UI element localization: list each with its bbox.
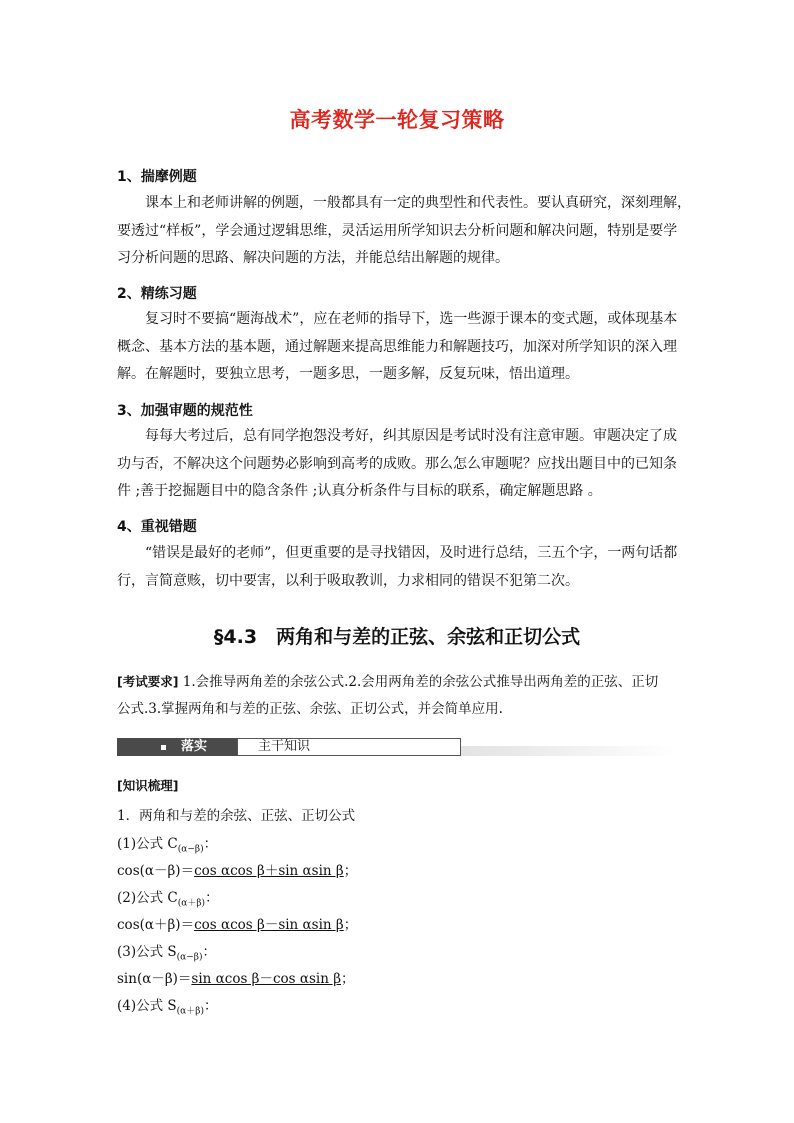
banner-right-block [237, 738, 461, 756]
requirements-text-2: 公式.3.掌握两角和与差的正弦、余弦、正切公式，并会简单应用. [117, 701, 503, 717]
formula-label-text: (1)公式 C [117, 836, 178, 852]
paragraph-line: 解。在解题时，要独立思考，一题多思，一题多解，反复玩味，悟出道理。 [117, 366, 579, 382]
formula-label-text: (4)公式 S [117, 998, 177, 1014]
square-bullet-icon [161, 745, 166, 750]
formula-end: ； [341, 971, 355, 987]
formula-1-label [117, 832, 217, 855]
paragraph-line: 每每大考过后，总有同学抱怨没考好，纠其原因是考试时没有注意审题。审题决定了成 [145, 428, 677, 444]
section-paragraph-3 [117, 423, 677, 506]
formula-1 [117, 859, 357, 879]
formula-4-label [117, 994, 217, 1017]
paragraph-line: 件 ;善于挖掘题目中的隐含条件 ;认真分析条件与目标的联系，确定解题思路 。 [117, 483, 602, 499]
paragraph-line: 概念、基本方法的基本题，通过解题来提高思维能力和解题技巧，加深对所学知识的深入理 [117, 338, 677, 355]
section-banner [117, 738, 677, 756]
section-title: §4.3 两角和与差的正弦、余弦和正切公式 [213, 626, 581, 648]
requirements-text-1: 1.会推导两角差的余弦公式.2.会用两角差的余弦公式推导出两角差的正弦、正切 [182, 674, 659, 690]
formula-subscript: (α−β) [176, 952, 203, 963]
formula-lhs: cos(α－β)＝ [117, 863, 195, 879]
banner-left-label: 落实 [181, 739, 208, 754]
paragraph-line: 要透过“样板”，学会通过逻辑思维，灵活运用所学知识去分析问题和解决问题，特别是要学 [117, 222, 678, 239]
formula-2-label [117, 886, 219, 909]
formula-subscript: (α−β) [177, 844, 204, 855]
formula-colon: ： [205, 890, 219, 906]
formula-end: ； [343, 917, 358, 933]
paragraph-line: “错误是最好的老师”，但更重要的是寻找错因，及时进行总结，三五个字，一两句话都 [145, 545, 678, 561]
formula-rhs: cos αcos β＋sin αsin β [194, 863, 344, 879]
formula-colon: ： [203, 998, 218, 1014]
banner-right-label: 主干知识 [258, 739, 311, 754]
formula-colon: ： [203, 836, 218, 852]
formula-rhs: sin αcos β－cos αsin β [191, 971, 342, 987]
paragraph-line: 行，言简意赅，切中要害，以利于吸取教训，力求相同的错误不犯第二次。 [117, 572, 579, 589]
section-heading-3: 3、加强审题的规范性 [117, 403, 253, 419]
formula-3-label [117, 940, 216, 963]
section-heading-2: 2、精练习题 [117, 286, 197, 302]
formula-3 [117, 967, 355, 987]
exam-requirements [117, 668, 677, 723]
requirements-tag: [考试要求] [117, 674, 179, 689]
formula-lhs: cos(α＋β)＝ [117, 917, 195, 933]
banner-left-block [117, 738, 237, 756]
paragraph-line: 课本上和老师讲解的例题，一般都具有一定的典型性和代表性。要认真研究，深刻理解， [145, 195, 691, 211]
formula-lhs: sin(α－β)＝ [117, 971, 192, 987]
formula-subscript: (α＋β) [177, 898, 206, 909]
requirements-line-1 [117, 668, 677, 696]
knowledge-item-1: 1．两角和与差的余弦、正弦、正切公式 [117, 808, 356, 824]
section-heading-1: 1、揣摩例题 [117, 169, 197, 185]
paragraph-line: 复习时不要搞“题海战术”，应在老师的指导下，选一些源于课本的变式题，或体现基本 [145, 311, 678, 327]
paragraph-line: 习分析问题的思路、解决问题的方法，并能总结出解题的规律。 [117, 250, 509, 266]
section-paragraph-2 [117, 306, 677, 389]
formula-colon: ： [202, 944, 217, 960]
formula-2 [117, 913, 357, 933]
formula-subscript: (α＋β) [176, 1006, 204, 1017]
section-paragraph-1 [117, 190, 691, 273]
paragraph-line: 功与否，不解决这个问题势必影响到高考的成败。那么怎么审题呢？应找出题目中的已知条 [117, 455, 677, 472]
document-title: 高考数学一轮复习策略 [289, 108, 505, 132]
section-heading-4: 4、重视错题 [117, 519, 197, 535]
formula-rhs: cos αcos β－sin αsin β [194, 917, 344, 933]
formula-label-text: (2)公式 C [117, 890, 178, 906]
formula-end: ； [343, 863, 358, 879]
section-paragraph-4 [117, 540, 677, 595]
formula-label-text: (3)公式 S [117, 944, 177, 960]
knowledge-heading: [知识梳理] [117, 778, 179, 793]
